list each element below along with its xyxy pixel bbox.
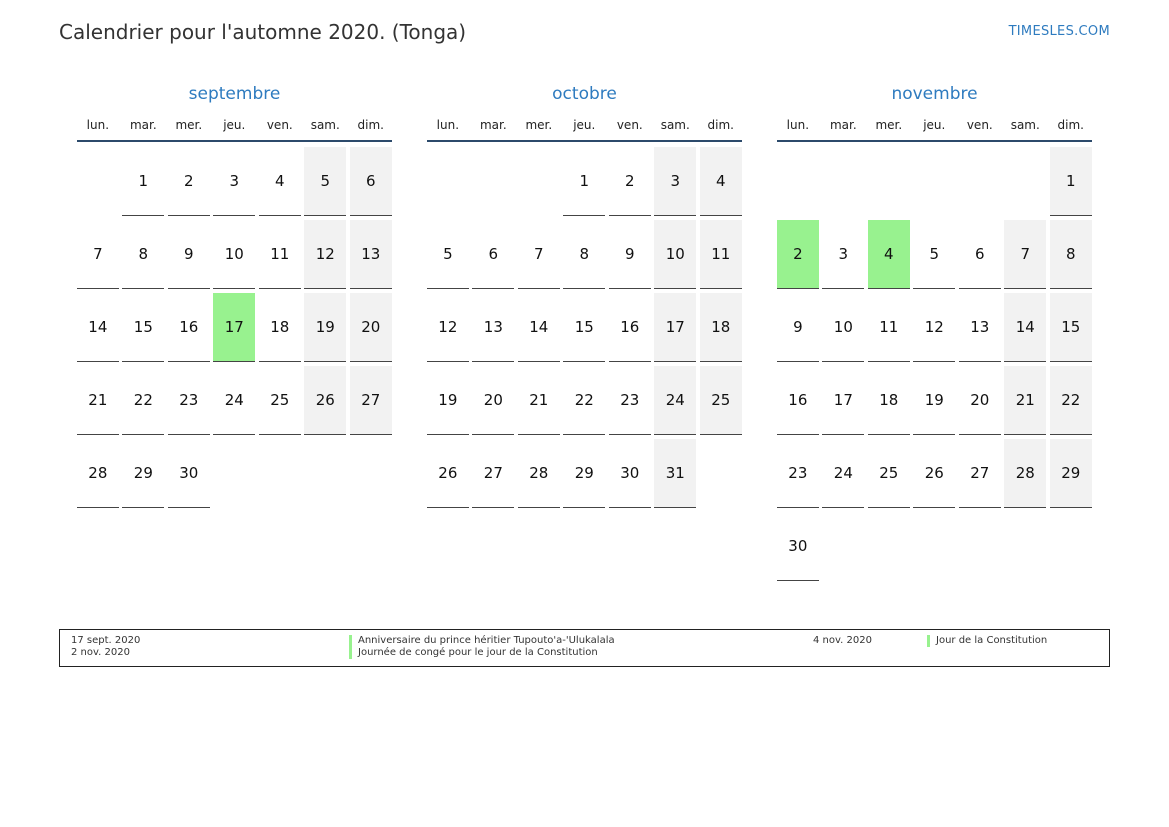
day-cell: 25: [868, 439, 910, 508]
brand-link[interactable]: TIMESLES.COM: [1008, 24, 1110, 39]
weekday-label: jeu.: [923, 118, 946, 132]
weekday-label: lun.: [86, 118, 110, 132]
day-cell: 14: [1004, 293, 1046, 362]
legend-date: 4 nov. 2020: [813, 635, 872, 646]
day-cell: 20: [350, 293, 392, 362]
day-cell: 13: [472, 293, 514, 362]
day-cell: 20: [959, 366, 1001, 435]
day-cell: 5: [427, 220, 469, 289]
day-cell: 29: [122, 439, 164, 508]
weekday-header: [777, 116, 1092, 142]
day-cell: 2: [609, 147, 651, 216]
day-cell: 12: [427, 293, 469, 362]
day-cell: 28: [1004, 439, 1046, 508]
weekday-label: dim.: [707, 118, 734, 132]
day-cell: 24: [822, 439, 864, 508]
day-grid: [777, 147, 1092, 581]
weekday-label: dim.: [1057, 118, 1084, 132]
day-cell: 19: [427, 366, 469, 435]
day-cell: 21: [1004, 366, 1046, 435]
legend-holiday-name: Journée de congé pour le jour de la Constitution: [349, 647, 598, 659]
weekday-label: ven.: [966, 118, 993, 132]
empty-cell: [777, 147, 819, 216]
day-cell: 18: [700, 293, 742, 362]
empty-cell: [959, 147, 1001, 216]
weekday-label: mar.: [129, 118, 157, 132]
day-cell: 1: [1050, 147, 1092, 216]
holiday-legend: [59, 629, 1110, 667]
day-cell: 22: [563, 366, 605, 435]
day-cell: 14: [518, 293, 560, 362]
day-cell: 23: [777, 439, 819, 508]
day-cell: 21: [77, 366, 119, 435]
day-cell: 9: [609, 220, 651, 289]
legend-holiday-name: Jour de la Constitution: [927, 635, 1047, 647]
day-cell: 12: [913, 293, 955, 362]
day-cell: 14: [77, 293, 119, 362]
holiday-day-cell: 2: [777, 220, 819, 289]
day-cell: 16: [168, 293, 210, 362]
empty-cell: [472, 147, 514, 216]
weekday-label: jeu.: [223, 118, 246, 132]
day-cell: 10: [654, 220, 696, 289]
empty-cell: [868, 147, 910, 216]
day-cell: 22: [122, 366, 164, 435]
day-cell: 23: [609, 366, 651, 435]
day-cell: 8: [122, 220, 164, 289]
weekday-label: ven.: [616, 118, 643, 132]
day-cell: 25: [700, 366, 742, 435]
day-cell: 18: [259, 293, 301, 362]
empty-cell: [822, 147, 864, 216]
weekday-label: mer.: [875, 118, 903, 132]
day-cell: 3: [822, 220, 864, 289]
month-name: novembre: [891, 84, 978, 104]
empty-cell: [427, 147, 469, 216]
day-cell: 5: [304, 147, 346, 216]
day-cell: 15: [122, 293, 164, 362]
day-cell: 20: [472, 366, 514, 435]
month-october: [427, 82, 742, 508]
day-cell: 9: [777, 293, 819, 362]
day-grid: [427, 147, 742, 508]
day-cell: 6: [350, 147, 392, 216]
weekday-label: sam.: [310, 118, 340, 132]
weekday-label: dim.: [357, 118, 384, 132]
day-cell: 27: [959, 439, 1001, 508]
day-cell: 6: [472, 220, 514, 289]
day-cell: 30: [168, 439, 210, 508]
day-cell: 17: [822, 366, 864, 435]
day-cell: 11: [259, 220, 301, 289]
day-cell: 1: [563, 147, 605, 216]
day-cell: 29: [1050, 439, 1092, 508]
day-cell: 16: [777, 366, 819, 435]
weekday-label: jeu.: [573, 118, 596, 132]
day-cell: 27: [350, 366, 392, 435]
day-cell: 5: [913, 220, 955, 289]
day-cell: 26: [427, 439, 469, 508]
day-cell: 24: [654, 366, 696, 435]
legend-holiday-name: Anniversaire du prince héritier Tupouto'a-'Ulukalala: [349, 635, 615, 647]
day-grid: [77, 147, 392, 508]
day-cell: 8: [563, 220, 605, 289]
day-cell: 26: [913, 439, 955, 508]
day-cell: 19: [913, 366, 955, 435]
day-cell: 4: [259, 147, 301, 216]
day-cell: 3: [213, 147, 255, 216]
day-cell: 21: [518, 366, 560, 435]
day-cell: 12: [304, 220, 346, 289]
day-cell: 10: [822, 293, 864, 362]
day-cell: 25: [259, 366, 301, 435]
holiday-day-cell: 17: [213, 293, 255, 362]
day-cell: 31: [654, 439, 696, 508]
month-name: septembre: [188, 84, 281, 104]
day-cell: 2: [168, 147, 210, 216]
weekday-label: lun.: [436, 118, 460, 132]
legend-date: 2 nov. 2020: [71, 647, 130, 658]
empty-cell: [518, 147, 560, 216]
weekday-header: [77, 116, 392, 142]
day-cell: 24: [213, 366, 255, 435]
weekday-label: mar.: [479, 118, 507, 132]
empty-cell: [77, 147, 119, 216]
day-cell: 18: [868, 366, 910, 435]
day-cell: 29: [563, 439, 605, 508]
day-cell: 17: [654, 293, 696, 362]
weekday-label: mer.: [175, 118, 203, 132]
day-cell: 1: [122, 147, 164, 216]
day-cell: 19: [304, 293, 346, 362]
empty-cell: [913, 147, 955, 216]
day-cell: 22: [1050, 366, 1092, 435]
weekday-label: ven.: [266, 118, 293, 132]
day-cell: 16: [609, 293, 651, 362]
day-cell: 9: [168, 220, 210, 289]
day-cell: 30: [609, 439, 651, 508]
month-september: [77, 82, 392, 508]
day-cell: 15: [563, 293, 605, 362]
day-cell: 3: [654, 147, 696, 216]
legend-date: 17 sept. 2020: [71, 635, 141, 646]
day-cell: 7: [518, 220, 560, 289]
weekday-label: lun.: [786, 118, 810, 132]
day-cell: 4: [700, 147, 742, 216]
day-cell: 8: [1050, 220, 1092, 289]
empty-cell: [1004, 147, 1046, 216]
day-cell: 11: [700, 220, 742, 289]
day-cell: 15: [1050, 293, 1092, 362]
weekday-label: mar.: [829, 118, 857, 132]
day-cell: 30: [777, 512, 819, 581]
day-cell: 28: [518, 439, 560, 508]
day-cell: 7: [1004, 220, 1046, 289]
weekday-label: sam.: [1010, 118, 1040, 132]
day-cell: 23: [168, 366, 210, 435]
weekday-header: [427, 116, 742, 142]
page-title: Calendrier pour l'automne 2020. (Tonga): [59, 20, 467, 44]
month-name: octobre: [552, 84, 617, 104]
day-cell: 26: [304, 366, 346, 435]
day-cell: 13: [959, 293, 1001, 362]
day-cell: 10: [213, 220, 255, 289]
day-cell: 11: [868, 293, 910, 362]
day-cell: 7: [77, 220, 119, 289]
day-cell: 13: [350, 220, 392, 289]
weekday-label: sam.: [660, 118, 690, 132]
day-cell: 27: [472, 439, 514, 508]
day-cell: 6: [959, 220, 1001, 289]
holiday-day-cell: 4: [868, 220, 910, 289]
weekday-label: mer.: [525, 118, 553, 132]
day-cell: 28: [77, 439, 119, 508]
month-november: [777, 82, 1092, 581]
